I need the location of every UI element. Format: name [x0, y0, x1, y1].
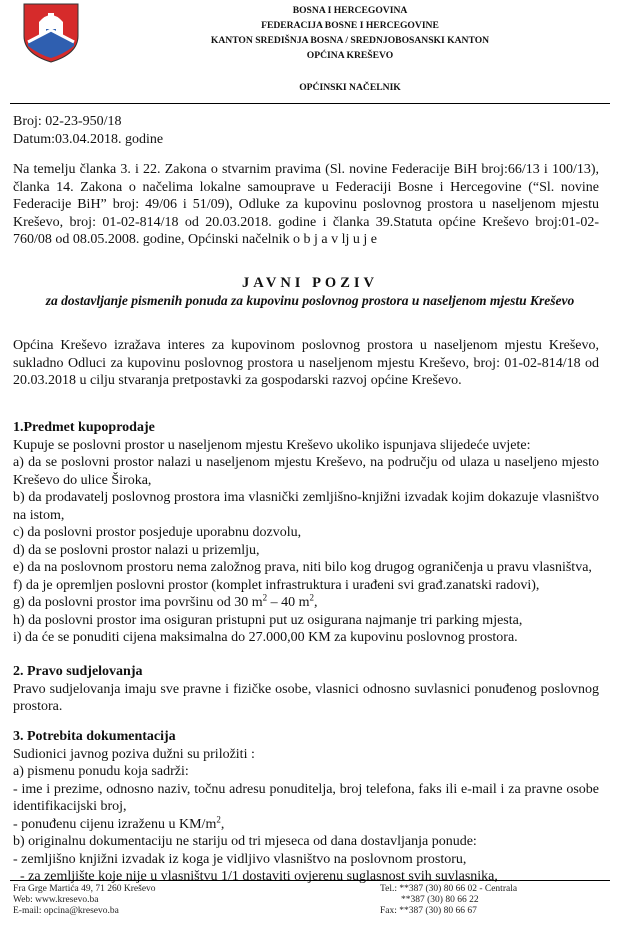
lead-paragraph: Općina Kreševo izražava interes za kupovinom poslovnog prostora u naseljenom mjestu Kreševo, sukladno Odluci za kupovinu poslovnog prostora u naseljenom mjestu Kreševo, broj: 01-02-814/18 od 20.03.2018 u cilju stvaranja pretpostavki za gospodarski razvoj općine Kreševo. — [13, 338, 599, 388]
footer-web-link[interactable]: Web: www.kresevo.ba — [13, 895, 99, 905]
doc-item: - za zemljište koje nije u vlasništvu 1/1 dostaviti ovjerenu suglasnost svih suvlasnika, — [13, 869, 498, 884]
header-office: OPĆINSKI NAČELNIK — [299, 82, 401, 93]
condition-item: d) da se poslovni prostor nalazi u prizemlju, — [13, 542, 260, 558]
condition-item: c) da poslovni prostor posjeduje uporabnu dozvolu, — [13, 525, 302, 540]
unit-superscript: 2 — [309, 592, 315, 603]
unit-superscript: 2 — [216, 813, 221, 824]
footer-contact-right — [380, 884, 517, 917]
section-heading: 3. Potrebita dokumentacija — [13, 729, 176, 744]
document-title: JAVNI POZIV — [242, 275, 378, 291]
condition-item: a) da se poslovni prostor nalazi u naseljenom mjestu Kreševo, na području od ulaza u naseljeno mjesto Kreševo do ulice Široka, — [13, 455, 599, 488]
condition-item: b) da prodavatelj poslovnog prostora ima vlasnički zemljišno-knjižni izvadak kojim dokazuje vlasništvo na istom, — [13, 490, 599, 523]
header-line: BOSNA I HERCEGOVINA — [292, 5, 408, 16]
section-intro: Sudionici javnog poziva dužni su priložiti : — [13, 746, 255, 762]
header-divider — [10, 103, 610, 104]
document-reference — [13, 113, 599, 148]
section-intro: Kupuje se poslovni prostor u naseljenom mjestu Kreševo ukoliko ispunjava slijedeće uvjete: — [13, 437, 531, 453]
document-date: Datum:03.04.2018. godine — [13, 131, 164, 147]
footer-address: Fra Grge Martića 49, 71 260 Kreševo — [13, 884, 156, 894]
condition-text: – 40 m — [267, 595, 310, 610]
unit-superscript: 2 — [262, 592, 268, 603]
doc-item: - zemljišno knjižni izvadak iz koga je vidljivo vlasništvo na poslovnom prostoru, — [13, 851, 467, 867]
section-subject — [13, 419, 599, 647]
legal-basis-paragraph: Na temelju članka 3. i 22. Zakona o stvarnim pravima (Sl. novine Federacije BiH broj:66/13 i 100/13), članka 14. Zakona o načelima lokalne samouprave u Federaciji Bosne i Hercegovine (“Sl. novine Federacije BiH” broj: 49/06 i 51/09), Odluke za kupovinu poslovnog prostora u naseljenom mjestu Kreševo, broj: 01-02-814/18 od 20.03.2018. godine i članka 39.Statuta općine Kreševo broj:01-02-760/08 od 08.05.2008. godine, Općinski načelnik o b j a v lj u j e — [13, 162, 599, 247]
doc-item — [13, 813, 599, 834]
doc-item: - ime i prezime, odnosno naziv, točnu adresu ponuditelja, broj telefona, faks ili e-mail i za pravne osobe identifikacijski broj, — [13, 781, 599, 814]
document-subtitle: za dostavljanje pismenih ponuda za kupovinu poslovnog prostora u naseljenom mjestu Kreševo — [45, 293, 575, 308]
condition-item — [13, 594, 599, 612]
footer-email-link[interactable]: E-mail: opcina@kresevo.ba — [13, 906, 119, 916]
condition-text: g) da poslovni prostor ima površinu od 30 m — [13, 595, 263, 610]
section-heading: 1.Predmet kupoprodaje — [13, 420, 155, 435]
doc-item: b) originalnu dokumentaciju ne stariju od tri mjeseca od dana dostavljanja ponude: — [13, 834, 477, 849]
municipality-crest — [22, 2, 80, 64]
condition-item: i) da će se ponuditi cijena maksimalna do 27.000,00 KM za kupovinu poslovnog prostora. — [13, 630, 518, 645]
footer-divider — [10, 880, 610, 881]
header-institution — [150, 3, 550, 63]
section-participation — [13, 663, 599, 716]
footer-contact-left — [13, 884, 156, 917]
section-heading: 2. Pravo sudjelovanja — [13, 664, 143, 679]
header-line: OPĆINA KREŠEVO — [306, 50, 394, 61]
header-line: FEDERACIJA BOSNE I HERCEGOVINE — [261, 20, 439, 31]
doc-item-text: , — [220, 816, 225, 832]
footer-phone-2: **387 (30) 80 66 22 — [401, 895, 479, 905]
doc-item-text: - ponuđenu cijenu izraženu u KM/m — [13, 816, 217, 832]
condition-text: , — [314, 595, 318, 610]
section-documentation — [13, 728, 599, 886]
header-line: KANTON SREDIŠNJA BOSNA / SREDNJOBOSANSKI KANTON — [210, 35, 490, 46]
section-text: Pravo sudjelovanja imaju sve pravne i fizičke osobe, vlasnici odnosno suvlasnici ponuđenog poslovnog prostora. — [13, 681, 599, 714]
document-number: Broj: 02-23-950/18 — [13, 114, 122, 129]
condition-item: h) da poslovni prostor ima osiguran pristupni put uz osigurana najmanje tri parking mjesta, — [13, 612, 523, 628]
footer-phone: Tel.: **387 (30) 80 66 02 - Centrala — [380, 884, 518, 894]
condition-item: e) da na poslovnom prostoru nema založnog prava, niti bilo kog drugog ograničenja u pravu vlasništva, — [13, 560, 592, 575]
footer-fax: Fax: **387 (30) 80 66 67 — [380, 906, 477, 916]
doc-item: a) pismenu ponudu koja sadrži: — [13, 764, 189, 779]
condition-item: f) da je opremljen poslovni prostor (komplet infrastruktura i urađeni svi građ.zanatski radovi), — [13, 577, 540, 593]
